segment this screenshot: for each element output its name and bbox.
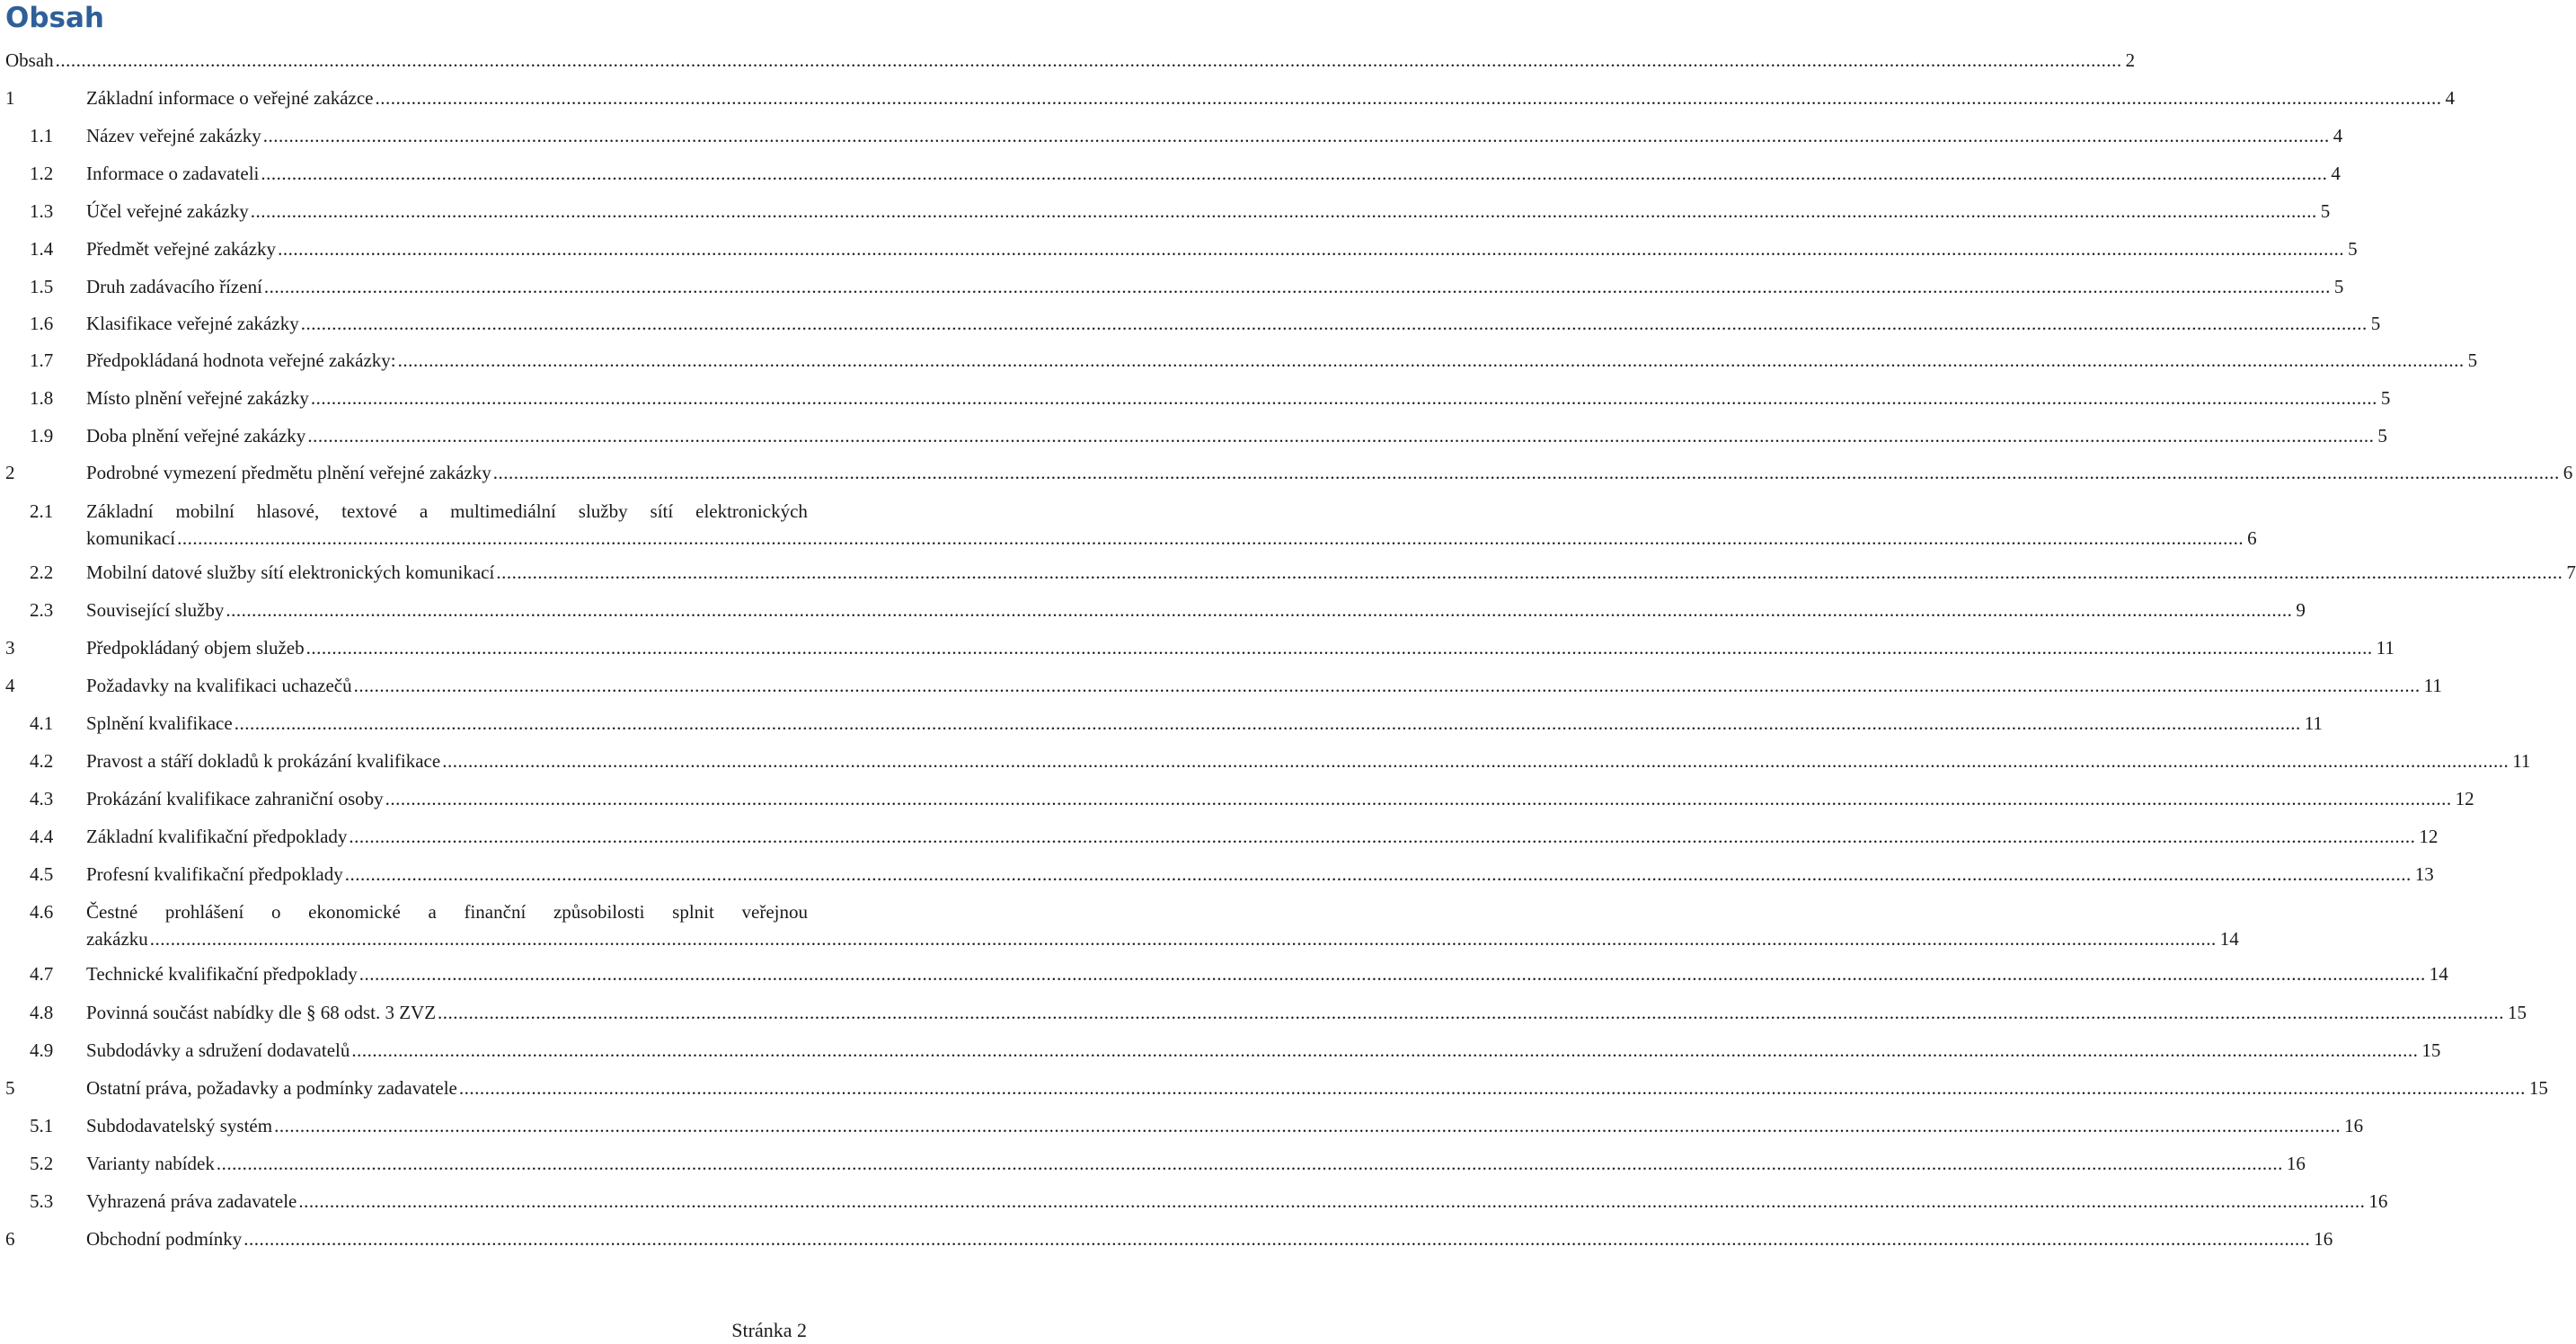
- toc-page-number: 16: [2314, 1228, 2333, 1250]
- toc-entry-text: Předpokládaná hodnota veřejné zakázky:: [86, 349, 396, 371]
- dot-leader: ................................................................................................................................................................................................................................................................................................................................................................................................................: [278, 238, 2345, 260]
- toc-page-number: 15: [2508, 1002, 2527, 1023]
- toc-entry-text: Prokázání kvalifikace zahraniční osoby: [86, 788, 384, 809]
- toc-entry-line: [86, 1112, 2364, 1139]
- toc-entry-text-justified: [86, 498, 808, 525]
- dot-leader: ................................................................................................................................................................................................................................................................................................................................................................................................................: [261, 163, 2328, 184]
- toc-entry-word: finanční: [464, 901, 527, 923]
- toc-page-number: 14: [2219, 928, 2239, 950]
- toc-entry-line: [86, 198, 2331, 225]
- toc-entry-line: [86, 559, 2576, 586]
- toc-entry-body: [86, 747, 2531, 774]
- toc-entry-number: 4.8: [30, 1002, 54, 1023]
- toc-entry-text: Pravost a stáří dokladů k prokázání kvalifikace: [86, 750, 441, 772]
- toc-entry-text: Povinná součást nabídky dle § 68 odst. 3 ZVZ: [86, 1002, 437, 1023]
- toc-entry-body: [86, 823, 2439, 850]
- dot-leader: ................................................................................................................................................................................................................................................................................................................................................................................................................: [458, 1077, 2526, 1099]
- toc-entry-number: 1.5: [30, 276, 54, 297]
- toc-entry-text: Obsah: [5, 49, 54, 71]
- toc-entry-body: [86, 1188, 2388, 1215]
- toc-entry-line: [86, 634, 2395, 661]
- toc-entry-text: Klasifikace veřejné zakázky: [86, 313, 299, 334]
- toc-entry-word: textové: [341, 500, 397, 522]
- toc-entry-text: Druh zadávacího řízení: [86, 276, 262, 297]
- toc-entry-number: 4.2: [30, 750, 54, 772]
- dot-leader: ................................................................................................................................................................................................................................................................................................................................................................................................................: [492, 462, 2560, 483]
- toc-entry-number: 4.7: [30, 963, 54, 985]
- toc-entry-body: [86, 385, 2391, 411]
- toc-page-number: 7: [2566, 561, 2576, 583]
- toc-entry-text: Doba plnění veřejné zakázky: [86, 425, 306, 447]
- toc-entry-line: [86, 1074, 2548, 1101]
- dot-leader: ................................................................................................................................................................................................................................................................................................................................................................................................................: [344, 863, 2412, 885]
- toc-entry-line: [86, 710, 2323, 737]
- dot-leader: ................................................................................................................................................................................................................................................................................................................................................................................................................: [307, 425, 2375, 447]
- page-title: Obsah: [5, 2, 104, 34]
- toc-entry-word: prohlášení: [164, 901, 244, 923]
- toc-entry-text: Ostatní práva, požadavky a podmínky zadavatele: [86, 1077, 457, 1099]
- toc-page-number: 14: [2429, 963, 2448, 985]
- toc-entry-body: [86, 597, 2306, 623]
- toc-entry-word: Základní: [86, 500, 154, 522]
- toc-page-number: 5: [2333, 276, 2344, 297]
- toc-entry-body: [86, 898, 2239, 952]
- toc-entry-text: Požadavky na kvalifikaci uchazečů: [86, 675, 352, 696]
- toc-entry-body: [86, 235, 2358, 262]
- toc-entry-number: 2: [5, 462, 15, 483]
- toc-entry-word: ekonomické: [308, 901, 401, 923]
- toc-entry-text: Předpokládaný objem služeb: [86, 637, 305, 659]
- toc-page-number: 5: [2370, 313, 2381, 334]
- dot-leader: ................................................................................................................................................................................................................................................................................................................................................................................................................: [351, 1039, 2419, 1061]
- toc-entry-text: Profesní kvalifikační předpoklady: [86, 863, 343, 885]
- toc-entry-line: [86, 672, 2442, 699]
- toc-entry-line: [86, 1225, 2333, 1252]
- dot-leader: ................................................................................................................................................................................................................................................................................................................................................................................................................: [359, 963, 2426, 985]
- toc-entry-text: Související služby: [86, 599, 225, 621]
- toc-entry-line: [86, 160, 2341, 187]
- toc-entry-line: [86, 347, 2478, 374]
- page-footer: Stránka 2: [731, 1319, 807, 1341]
- toc-entry-word: služby: [578, 500, 628, 522]
- toc-entry-text: Místo plnění veřejné zakázky: [86, 387, 309, 409]
- toc-page-number: 5: [2380, 387, 2391, 409]
- toc-page-number: 11: [2304, 712, 2323, 734]
- toc-entry-body: [86, 459, 2573, 486]
- toc-entry-number: 6: [5, 1228, 15, 1250]
- toc-page-number: 11: [2512, 750, 2531, 772]
- dot-leader: ................................................................................................................................................................................................................................................................................................................................................................................................................: [234, 712, 2301, 734]
- dot-leader: ................................................................................................................................................................................................................................................................................................................................................................................................................: [274, 1115, 2341, 1136]
- toc-entry-number: 4.5: [30, 863, 54, 885]
- toc-entry-text: Účel veřejné zakázky: [86, 200, 249, 222]
- toc-entry-body: [86, 1150, 2306, 1177]
- toc-entry-word: způsobilosti: [553, 901, 645, 923]
- toc-entry-text: Obchodní podmínky: [86, 1228, 243, 1250]
- toc-entry-body: [86, 198, 2331, 225]
- toc-entry-body: [86, 861, 2434, 888]
- toc-entry-number: 4: [5, 675, 15, 696]
- toc-entry-line: [86, 385, 2391, 411]
- toc-page-number: 2: [2125, 49, 2136, 71]
- toc-entry-body: [86, 634, 2395, 661]
- toc-entry-line: [86, 1188, 2388, 1215]
- toc-entry-number: 2.3: [30, 599, 54, 621]
- toc-page-number: 16: [2344, 1115, 2364, 1136]
- toc-entry-body: [86, 122, 2343, 149]
- toc-entry-text: Varianty nabídek: [86, 1153, 215, 1174]
- toc-page-number: 4: [2333, 125, 2343, 146]
- toc-page-number: 12: [2455, 788, 2474, 809]
- toc-entry-text: Mobilní datové služby sítí elektronických komunikací: [86, 561, 495, 583]
- toc-entry-line: [86, 1150, 2306, 1177]
- toc-entry-line: [86, 823, 2439, 850]
- toc-entry-number: 4.6: [30, 901, 54, 923]
- toc-entry-line: [86, 310, 2381, 337]
- toc-entry-line: [86, 785, 2474, 812]
- toc-entry-line: [86, 84, 2455, 111]
- toc-entry-text: Název veřejné zakázky: [86, 125, 261, 146]
- toc-entry-text: Technické kvalifikační předpoklady: [86, 963, 358, 985]
- toc-entry-word: multimediální: [450, 500, 556, 522]
- toc-page-number: 6: [2563, 462, 2573, 483]
- toc-page-number: 4: [2445, 87, 2455, 109]
- toc-entry-text: zakázku: [86, 928, 148, 950]
- toc-entry-word: sítí: [650, 500, 674, 522]
- toc-entry-body: [86, 559, 2576, 586]
- toc-entry-line: [86, 122, 2343, 149]
- toc-entry-line: [86, 999, 2527, 1026]
- toc-entry-number: 5.3: [30, 1190, 54, 1212]
- toc-entry-line: [86, 459, 2573, 486]
- dot-leader: ................................................................................................................................................................................................................................................................................................................................................................................................................: [496, 561, 2563, 583]
- toc-entry-body: [86, 785, 2474, 812]
- toc-entry-number: 4.3: [30, 788, 54, 809]
- toc-entry-word: elektronických: [695, 500, 808, 522]
- toc-entry-text: Subdodávky a sdružení dodavatelů: [86, 1039, 350, 1061]
- toc-entry-line: [86, 273, 2344, 300]
- toc-entry-number: 4.9: [30, 1039, 54, 1061]
- toc-entry-number: 1.9: [30, 425, 54, 447]
- toc-entry-body: [86, 1074, 2548, 1101]
- dot-leader: ................................................................................................................................................................................................................................................................................................................................................................................................................: [262, 125, 2330, 146]
- toc-entry-line: [86, 1037, 2441, 1064]
- toc-entry-number: 1.3: [30, 200, 54, 222]
- toc-entry-body: [86, 960, 2448, 987]
- toc-page-number: 16: [2286, 1153, 2306, 1174]
- toc-page-number: 12: [2419, 826, 2439, 847]
- toc-entry-body: [86, 999, 2527, 1026]
- toc-entry-number: 4.4: [30, 826, 54, 847]
- toc-entry-word: Čestné: [86, 901, 138, 923]
- toc-entry-number: 1.2: [30, 163, 54, 184]
- dot-leader: ................................................................................................................................................................................................................................................................................................................................................................................................................: [442, 750, 2510, 772]
- toc-entry-word: hlasové,: [256, 500, 320, 522]
- toc-entry-text: Subdodavatelský systém: [86, 1115, 273, 1136]
- toc-entry-body: [86, 422, 2387, 449]
- toc-page-number: 15: [2528, 1077, 2548, 1099]
- dot-leader: ................................................................................................................................................................................................................................................................................................................................................................................................................: [305, 637, 2373, 659]
- toc-page-number: 13: [2414, 863, 2434, 885]
- dot-leader: ................................................................................................................................................................................................................................................................................................................................................................................................................: [216, 1153, 2283, 1174]
- dot-leader: ................................................................................................................................................................................................................................................................................................................................................................................................................: [375, 87, 2442, 109]
- dot-leader: ................................................................................................................................................................................................................................................................................................................................................................................................................: [55, 49, 2122, 71]
- toc-page-number: 6: [2247, 527, 2257, 549]
- toc-entry-text-justified: [86, 898, 808, 925]
- toc-entry-body: [86, 1037, 2441, 1064]
- dot-leader: ................................................................................................................................................................................................................................................................................................................................................................................................................: [250, 200, 2317, 222]
- toc-entry-word: a: [419, 500, 429, 522]
- toc-entry-body: [86, 347, 2478, 374]
- toc-entry-word: mobilní: [175, 500, 235, 522]
- toc-entry-text: Základní informace o veřejné zakázce: [86, 87, 374, 109]
- toc-entry-line: [86, 597, 2306, 623]
- toc-entry-line: [86, 422, 2387, 449]
- toc-entry-number: 3: [5, 637, 15, 659]
- toc-page-number: 5: [2320, 200, 2331, 222]
- dot-leader: ................................................................................................................................................................................................................................................................................................................................................................................................................: [397, 349, 2465, 371]
- toc-entry-number: 4.1: [30, 712, 54, 734]
- toc-entry-body: [86, 273, 2344, 300]
- toc-page-number: 16: [2368, 1190, 2388, 1212]
- toc-page-number: 5: [2377, 425, 2387, 447]
- toc-entry-text: Podrobné vymezení předmětu plnění veřejné zakázky: [86, 462, 491, 483]
- toc-entry-text: Základní kvalifikační předpoklady: [86, 826, 348, 847]
- toc-entry-line: [86, 235, 2358, 262]
- toc-entry-line: [86, 525, 2257, 552]
- dot-leader: ................................................................................................................................................................................................................................................................................................................................................................................................................: [349, 826, 2416, 847]
- toc-entry-line: [86, 861, 2434, 888]
- toc-page-number: 5: [2348, 238, 2358, 260]
- toc-entry-number: 1.7: [30, 349, 54, 371]
- dot-leader: ................................................................................................................................................................................................................................................................................................................................................................................................................: [226, 599, 2293, 621]
- toc-entry-number: 1.1: [30, 125, 54, 146]
- toc-page-number: 9: [2296, 599, 2306, 621]
- toc-entry-number: 2.2: [30, 561, 54, 583]
- toc-entry-number: 2.1: [30, 500, 54, 522]
- toc-entry-word: veřejnou: [741, 901, 808, 923]
- toc-page-number: 4: [2331, 163, 2341, 184]
- toc-entry-line: [86, 747, 2531, 774]
- toc-entry-body: [86, 498, 2257, 552]
- toc-entry-text: Vyhrazená práva zadavatele: [86, 1190, 297, 1212]
- dot-leader: ................................................................................................................................................................................................................................................................................................................................................................................................................: [177, 527, 2244, 549]
- toc-page-number: 11: [2376, 637, 2395, 659]
- dot-leader: ................................................................................................................................................................................................................................................................................................................................................................................................................: [353, 675, 2421, 696]
- toc-entry-body: [86, 160, 2341, 187]
- toc-entry-number: 5: [5, 1077, 15, 1099]
- dot-leader: ................................................................................................................................................................................................................................................................................................................................................................................................................: [310, 387, 2377, 409]
- toc-entry-text: Předmět veřejné zakázky: [86, 238, 277, 260]
- dot-leader: ................................................................................................................................................................................................................................................................................................................................................................................................................: [385, 788, 2452, 809]
- dot-leader: ................................................................................................................................................................................................................................................................................................................................................................................................................: [243, 1228, 2311, 1250]
- toc-entry-number: 1.4: [30, 238, 54, 260]
- toc-entry-body: [86, 310, 2381, 337]
- toc-entry-number: 1: [5, 87, 15, 109]
- dot-leader: ................................................................................................................................................................................................................................................................................................................................................................................................................: [149, 928, 2217, 950]
- toc-page-number: 5: [2467, 349, 2478, 371]
- toc-entry-number: 1.8: [30, 387, 54, 409]
- toc-entry-text: komunikací: [86, 527, 176, 549]
- toc-entry-line: [86, 960, 2448, 987]
- toc-entry-number: 5.1: [30, 1115, 54, 1136]
- toc-entry-text: Splnění kvalifikace: [86, 712, 233, 734]
- dot-leader: ................................................................................................................................................................................................................................................................................................................................................................................................................: [263, 276, 2331, 297]
- toc-entry-body: [86, 84, 2455, 111]
- toc-entry-word: splnit: [672, 901, 714, 923]
- toc-entry-text: Informace o zadavateli: [86, 163, 260, 184]
- toc-entry-word: o: [270, 901, 281, 923]
- dot-leader: ................................................................................................................................................................................................................................................................................................................................................................................................................: [298, 1190, 2366, 1212]
- toc-entry-body: [86, 1225, 2333, 1252]
- toc-entry-body: [86, 672, 2442, 699]
- toc-entry-number: 1.6: [30, 313, 54, 334]
- toc-entry-body: [86, 710, 2323, 737]
- toc-entry-body: [86, 1112, 2364, 1139]
- toc-entry-word: a: [428, 901, 437, 923]
- toc-page-number: 15: [2421, 1039, 2441, 1061]
- dot-leader: ................................................................................................................................................................................................................................................................................................................................................................................................................: [438, 1002, 2505, 1023]
- dot-leader: ................................................................................................................................................................................................................................................................................................................................................................................................................: [300, 313, 2368, 334]
- toc-entry-number: 5.2: [30, 1153, 54, 1174]
- toc-page-number: 11: [2423, 675, 2442, 696]
- toc-entry-line: [86, 925, 2239, 952]
